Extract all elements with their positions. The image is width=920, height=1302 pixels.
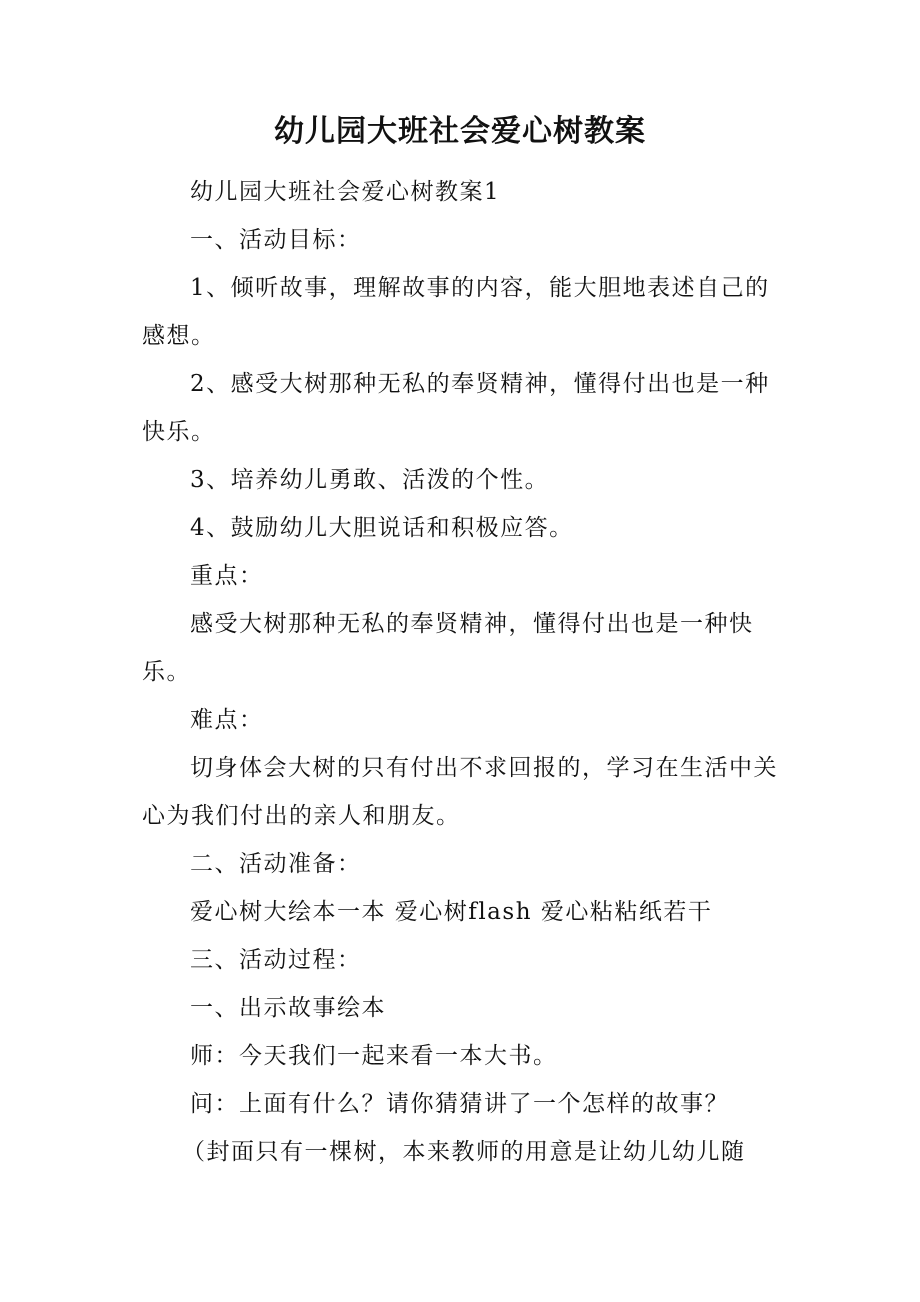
paragraph-question: 问：上面有什么？请你猜猜讲了一个怎样的故事？ (190, 1091, 729, 1117)
paragraph-goal-4: 4、鼓励幼儿大胆说话和积极应答。 (190, 515, 574, 541)
paragraph-teacher-line: 师：今天我们一起来看一本大书。 (190, 1043, 558, 1069)
paragraph-difficulty-label: 难点： (190, 707, 264, 733)
paragraph-difficulty: 切身体会大树的只有付出不求回报的，学习在生活中关心为我们付出的亲人和朋友。 (142, 755, 778, 829)
document-body (142, 168, 782, 1176)
paragraph-goal-2: 2、感受大树那种无私的奉贤精神，懂得付出也是一种快乐。 (142, 371, 770, 445)
paragraph-key-point-label: 重点： (190, 563, 264, 589)
paragraph-step-1: 一、出示故事绘本 (190, 995, 386, 1021)
paragraph-section-goals: 一、活动目标： (190, 227, 362, 253)
paragraph-materials: 爱心树大绘本一本 爱心树flash 爱心粘粘纸若干 (190, 899, 713, 925)
paragraph-goal-3: 3、培养幼儿勇敢、活泼的个性。 (190, 467, 550, 493)
document-title: 幼儿园大班社会爱心树教案 (274, 114, 646, 149)
paragraph-goal-1: 1、倾听故事，理解故事的内容，能大胆地表述自己的感想。 (142, 275, 770, 349)
paragraph-section-preparation: 二、活动准备： (190, 851, 362, 877)
paragraph-section-process: 三、活动过程： (190, 947, 362, 973)
paragraph-subtitle: 幼儿园大班社会爱心树教案1 (190, 179, 501, 205)
paragraph-note: （封面只有一棵树，本来教师的用意是让幼儿幼儿随 (182, 1139, 746, 1165)
paragraph-key-point: 感受大树那种无私的奉贤精神，懂得付出也是一种快乐。 (142, 611, 754, 685)
